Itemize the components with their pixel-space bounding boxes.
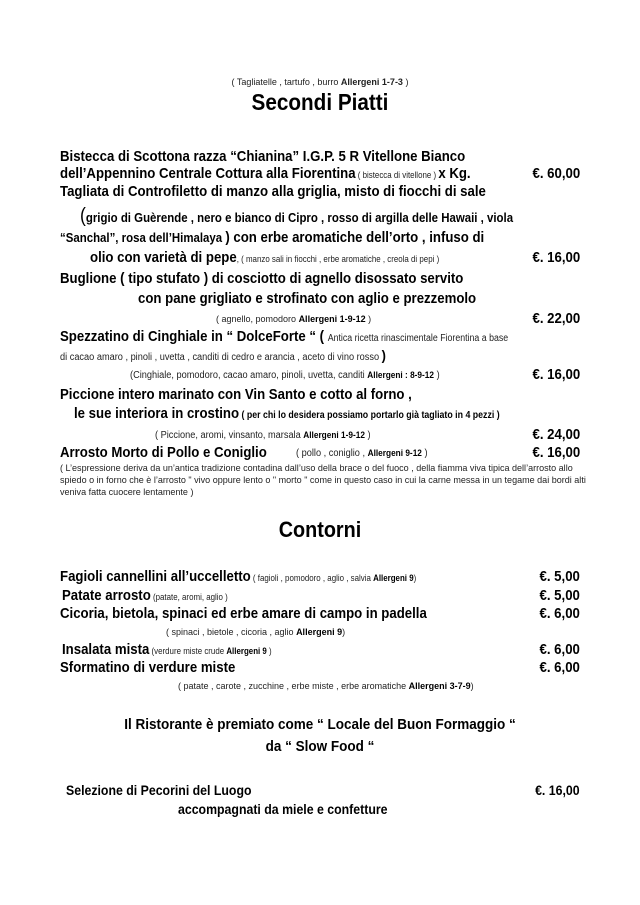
price-arrosto: €. 16,00	[532, 444, 580, 461]
dish-spezzatino-note	[130, 370, 440, 381]
dish-spezzatino-desc: Antica ricetta rinascimentale Fiorentina a base	[327, 333, 509, 344]
note-text: ( patate , carote , zucchine , erbe miste , erbe aromatiche	[178, 681, 409, 691]
allergens-label: Allergeni 9	[226, 646, 267, 656]
dish-piccione-line1: Piccione intero marinato con Vin Santo e cotto al forno ,	[60, 386, 412, 403]
dish-arrosto-name: Arrosto Morto di Pollo e Coniglio	[60, 444, 267, 461]
note-close: )	[365, 314, 372, 324]
note-text: ( Piccione, aromi, vinsanto, marsala	[155, 430, 304, 441]
price-piccione: €. 24,00	[532, 426, 580, 443]
dish-piccione-allergen-note	[155, 430, 371, 441]
note-text: (Cinghiale, pomodoro, cacao amaro, pinoli, uvetta, canditi	[130, 370, 368, 381]
side-name: Fagioli cannellini all’uccelletto	[60, 568, 251, 585]
top-allergen-note	[0, 77, 640, 87]
side-name: Insalata mista	[62, 641, 150, 658]
dish-tagliata-note: , ( manzo sali in fiocchi , erbe aromatiche , creola di pepi )	[236, 254, 440, 264]
dish-piccione-line2	[74, 405, 500, 422]
price-bistecca: €. 60,00	[532, 165, 580, 182]
dish-tagliata-herbs: ) con erbe aromatiche dell’orto , infuso di	[225, 229, 485, 246]
note-close: )	[402, 77, 409, 87]
note-text: (verdure miste crude	[149, 646, 227, 656]
dish-arrosto-note	[296, 448, 428, 459]
note-close: )	[421, 448, 428, 459]
note-text: (patate, aromi, aglio )	[150, 592, 228, 602]
dish-buglione-line2: con pane grigliato e strofinato con aglio e prezzemolo	[138, 290, 477, 307]
note-text: ( agnello, pomodoro	[216, 314, 299, 324]
note-text: ( spinaci , bietole , cicoria , aglio	[166, 627, 297, 637]
dish-spezzatino-line2	[60, 347, 386, 363]
allergens-label: Allergeni : 8-9-12	[367, 370, 435, 380]
cheese-name: Selezione di Pecorini del Luogo	[66, 782, 252, 798]
dish-buglione-note	[216, 314, 371, 324]
note-text: ( pollo , coniglio ,	[296, 448, 368, 459]
dish-piccione-name: le sue interiora in crostino	[74, 405, 240, 422]
dish-bistecca-note: ( bistecca di vitellone )	[355, 170, 439, 180]
price-sformatino: €. 6,00	[539, 659, 580, 676]
paren-open: (	[80, 205, 86, 227]
section-title-secondi: Secondi Piatti	[251, 89, 389, 115]
allergens-label: Allergeni 1-9-12	[298, 314, 366, 324]
allergens-label: Allergeni 9-12	[367, 448, 422, 458]
award-line1: Il Ristorante è premiato come “ Locale del Buon Formaggio “	[124, 716, 516, 733]
dish-spezzatino-line1	[60, 328, 508, 345]
note-close: )	[266, 646, 272, 656]
side-patate	[62, 587, 228, 604]
dish-spezzatino-desc-cont: di cacao amaro , pinoli , uvetta , canditi di cedro e arancia , aceto di vino rosso	[60, 352, 382, 363]
side-sformatino: Sformatino di verdure miste	[60, 659, 236, 676]
side-fagioli	[60, 568, 416, 585]
price-buglione: €. 22,00	[532, 310, 580, 327]
dish-tagliata-pepper: olio con varietà di pepe	[90, 249, 237, 266]
price-fagioli: €. 5,00	[539, 568, 580, 585]
section-title-contorni: Contorni	[278, 517, 362, 542]
side-name: Patate arrosto	[62, 587, 151, 604]
paren-open: (	[319, 328, 328, 345]
price-cicoria: €. 6,00	[539, 605, 580, 622]
award-line2: da “ Slow Food “	[265, 738, 375, 755]
allergens-label: Allergeni 3-7-9	[408, 681, 471, 691]
allergens-label: Allergeni 1-9-12	[303, 430, 365, 440]
price-cheese: €. 16,00	[535, 782, 580, 798]
dish-buglione-line1: Buglione ( tipo stufato ) di cosciotto di agnello disossato servito	[60, 270, 464, 287]
dish-bistecca-name: dell’Appennino Centrale Cottura alla Fiorentina	[60, 165, 356, 182]
price-spezzatino: €. 16,00	[532, 366, 580, 383]
dish-tagliata-salts-cont: “Sanchal”, rosa dell’Himalaya	[60, 230, 226, 245]
note-text: ( Tagliatelle , tartufo , burro	[231, 77, 341, 87]
allergens-label: Allergeni 1-7-3	[340, 77, 403, 87]
note-close: )	[342, 627, 346, 637]
dish-tagliata-line4	[90, 249, 439, 266]
price-patate: €. 5,00	[539, 587, 580, 604]
paren-close: )	[381, 347, 386, 363]
note-close: )	[470, 681, 474, 691]
dish-bistecca-line1: Bistecca di Scottona razza “Chianina” I.G.P. 5 R Vitellone Bianco	[60, 148, 466, 165]
note-close: )	[364, 430, 371, 441]
dish-piccione-note: ( per chi lo desidera possiamo portarlo già tagliato in 4 pezzi )	[239, 410, 500, 421]
note-text: ( fagioli , pomodoro , aglio , salvia	[250, 573, 374, 583]
side-insalata	[62, 641, 272, 658]
allergens-label: Allergeni 9	[373, 573, 414, 583]
dish-bistecca-line2	[60, 165, 471, 182]
dish-tagliata-line1: Tagliata di Controfiletto di manzo alla griglia, misto di fiocchi di sale	[60, 183, 486, 200]
side-sformatino-note	[178, 681, 474, 691]
note-close: )	[434, 370, 440, 381]
side-cicoria: Cicoria, bietola, spinaci ed erbe amare di campo in padella	[60, 605, 427, 622]
dish-tagliata-salts: grigio di Guèrende , nero e bianco di Cipro , rosso di argilla delle Hawaii , viola	[85, 210, 514, 225]
cheese-subtitle: accompagnati da miele e confetture	[178, 801, 388, 817]
dish-bistecca-unit: x Kg.	[438, 165, 471, 182]
dish-spezzatino-name: Spezzatino di Cinghiale in “ DolceForte “	[60, 328, 320, 345]
dish-tagliata-line2	[80, 205, 513, 228]
dish-arrosto-description: ( L’espressione deriva da un’antica tradizione contadina dall’uso della brace o del fuoco , della fiamma viva tipica dell’arrosto allo spiedo o in forno che è l’arrosto " vivo oppure lento o " morto " come in questo caso in cui la carne messa in un tegame dai bordi alti veniva fatta cuocere lentamente )	[60, 463, 586, 498]
price-tagliata: €. 16,00	[532, 249, 580, 266]
dish-tagliata-line3	[60, 229, 484, 246]
allergens-label: Allergeni 9	[296, 627, 343, 637]
price-insalata: €. 6,00	[539, 641, 580, 658]
note-close: )	[413, 573, 417, 583]
side-cicoria-note	[166, 627, 345, 637]
